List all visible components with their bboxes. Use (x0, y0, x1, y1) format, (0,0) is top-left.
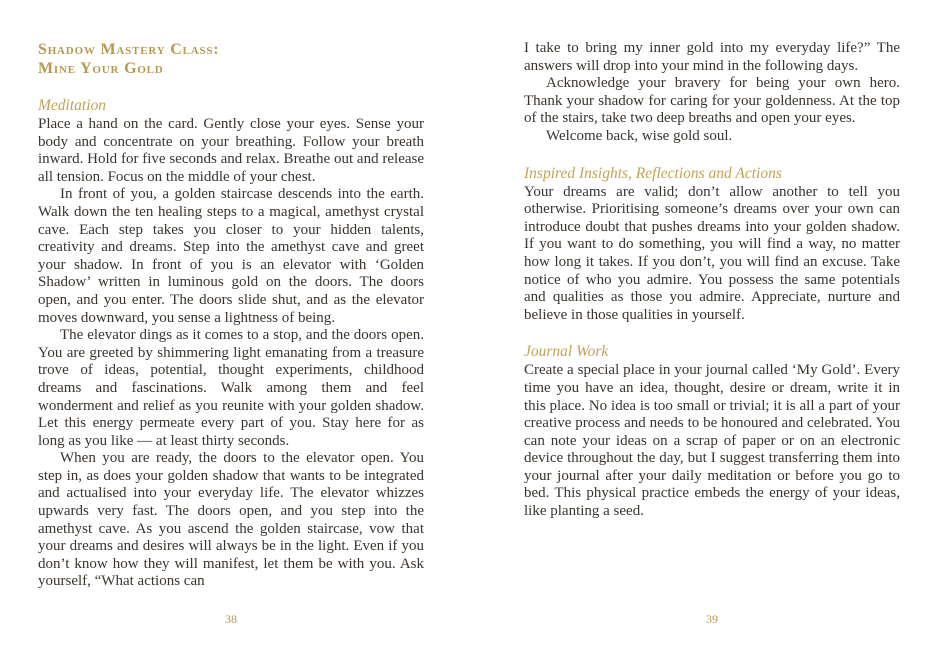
insights-paragraph: Your dreams are valid; don’t allow another to tell you otherwise. Prioritising someone’s dreams over your own can introduce doubt that pushes dreams into your golden shadow. If you want to do something, you will find a way, no matter how long it takes. If you don’t, you will find an excuse. Take notice of who you admire. You possess the same potentials and qualities as those you admire. Appreciate, nurture and believe in those qualities in yourself. (524, 183, 900, 323)
chapter-title (38, 40, 424, 78)
page-number-right: 39 (706, 612, 718, 626)
meditation-paragraph-3: The elevator dings as it comes to a stop, and the doors open. You are greeted by shimmering light emanating from a treasure trove of ideas, potential, thought experiments, childhood dreams and fascinations. Walk among them and feel wonderment and relief as you reunite with your golden shadow. Let this energy permeate every part of you. Stay here for as long as you like — at least thirty seconds. (38, 327, 424, 449)
continuation-paragraph-1: I take to bring my inner gold into my everyday life?” The answers will drop into your mind in the following days. (524, 40, 900, 74)
meditation-paragraph-4: When you are ready, the doors to the elevator open. You step in, as does your golden shadow that wants to be integrated and actualised into your everyday life. The elevator whizzes upwards very fast. The doors open, and you step into the amethyst cave. As you ascend the golden staircase, vow that your dreams and desires will always be in the light. Even if you don’t know how they will manifest, let them be with you. Ask yourself, “What actions can (38, 450, 424, 590)
meditation-paragraph-2: In front of you, a golden staircase descends into the earth. Walk down the ten healing steps to a magical, amethyst crystal cave. Each step takes you closer to your hidden talents, creativity and dreams. Step into the amethyst cave and greet your shadow. In front of you is an elevator with ‘Golden Shadow’ written in luminous gold on the doors. The doors open, and you enter. The doors slide shut, and as the elevator moves downward, you sense a lightness of being. (38, 186, 424, 326)
page-number-left: 38 (225, 612, 237, 626)
section-heading-meditation: Meditation (38, 97, 107, 114)
meditation-paragraph-1: Place a hand on the card. Gently close your eyes. Sense your body and concentrate on your breathing. Follow your breath inward. Hold for five seconds and relax. Breathe out and release all tension. Focus on the middle of your chest. (38, 116, 424, 185)
chapter-title-line-1: Shadow Mastery Class: (38, 41, 220, 58)
journal-paragraph: Create a special place in your journal called ‘My Gold’. Every time you have an idea, thought, desire or dream, write it in this place. No idea is too small or trivial; it is all a part of your creative process and needs to be honoured and celebrated. You can note your ideas on a scrap of paper or on an electronic device throughout the day, but I suggest transferring them into your journal after your daily meditation or before you go to bed. This physical practice embeds the energy of your ideas, like planting a seed. (524, 362, 900, 520)
right-page-body (524, 40, 900, 612)
chapter-title-line-2: Mine Your Gold (38, 60, 164, 77)
continuation-paragraph-2: Acknowledge your bravery for being your own hero. Thank your shadow for caring for your goldenness. At the top of the stairs, take two deep breaths and open your eyes. (524, 75, 900, 127)
section-heading-journal: Journal Work (524, 343, 609, 361)
continuation-paragraph-3: Welcome back, wise gold soul. (546, 127, 733, 144)
right-page (470, 0, 940, 650)
section-heading-insights: Inspired Insights, Reflections and Actions (524, 164, 782, 182)
left-page-body (38, 40, 424, 612)
